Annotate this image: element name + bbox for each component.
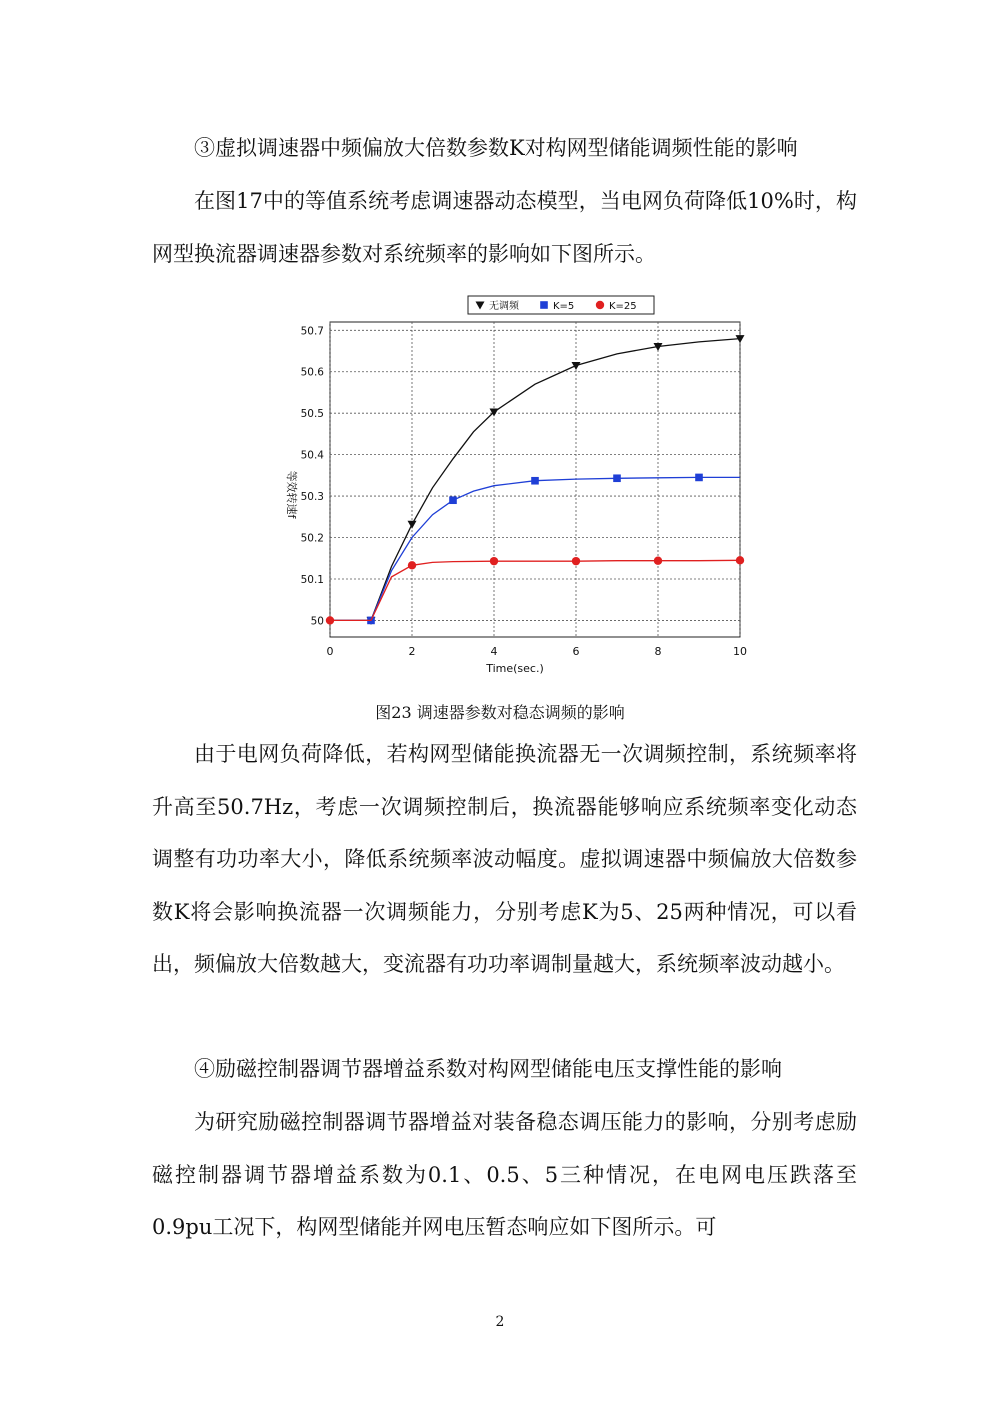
legend-marker	[596, 301, 604, 309]
y-tick-label: 50.1	[300, 573, 324, 586]
y-tick-label: 50.7	[300, 325, 324, 338]
x-tick-label: 2	[408, 645, 416, 658]
data-point	[654, 557, 662, 565]
page-number: 2	[495, 1314, 505, 1330]
x-tick-label: 4	[490, 645, 498, 658]
y-tick-label: 50.4	[300, 449, 324, 462]
section4-heading: ④励磁控制器调节器增益系数对构网型储能电压支撑性能的影响	[194, 1057, 782, 1081]
legend-label: 无调频	[489, 301, 519, 312]
y-tick-label: 50.3	[300, 491, 324, 504]
section3-intro: 在图17中的等值系统考虑调速器动态模型，当电网负荷降低10%时，构网型换流器调速器参数对系统频率的影响如下图所示。	[152, 189, 857, 266]
data-point	[572, 557, 580, 565]
figure-caption: 图23 调速器参数对稳态调频的影响	[375, 703, 625, 722]
y-tick-label: 50.2	[300, 532, 324, 545]
x-axis-label: Time(sec.)	[486, 662, 544, 675]
data-point	[408, 561, 416, 569]
analysis-paragraph: 由于电网负荷降低，若构网型储能换流器无一次调频控制，系统频率将升高至50.7Hz，考虑一次调频控制后，换流器能够响应系统频率变化动态调整有功功率大小，降低系统频率波动幅度。虚拟调速器中频偏放大倍数参数K将会影响换流器一次调频能力，分别考虑K为5、25两种情况，可以看出，频偏放大倍数越大，变流器有功功率调制量越大，系统频率波动越小。	[152, 742, 857, 977]
x-tick-label: 10	[733, 645, 747, 658]
data-point	[613, 474, 621, 482]
y-tick-label: 50	[310, 615, 324, 628]
data-point	[490, 557, 498, 565]
data-point	[449, 496, 457, 504]
x-tick-label: 6	[572, 645, 580, 658]
section4-intro: 为研究励磁控制器调节器增益对装备稳态调压能力的影响，分别考虑励磁控制器调节器增益系数为0.1、0.5、5三种情况，在电网电压跌落至0.9pu工况下，构网型储能并网电压暂态响应如下图所示。可	[152, 1110, 857, 1240]
data-point	[531, 477, 539, 485]
y-tick-label: 50.6	[300, 366, 324, 379]
x-tick-label: 8	[654, 645, 662, 658]
x-tick-label: 0	[326, 645, 334, 658]
data-point	[695, 474, 703, 482]
frequency-chart	[268, 292, 748, 682]
figure-23	[268, 292, 748, 682]
y-axis-label: 等效转速f	[285, 470, 298, 519]
data-point	[736, 556, 744, 564]
legend-marker	[540, 301, 548, 309]
data-point	[326, 616, 334, 624]
y-tick-label: 50.5	[300, 408, 324, 421]
section3-heading: ③虚拟调速器中频偏放大倍数参数K对构网型储能调频性能的影响	[194, 136, 798, 160]
legend-label: K=25	[609, 301, 637, 312]
legend-label: K=5	[553, 301, 575, 312]
